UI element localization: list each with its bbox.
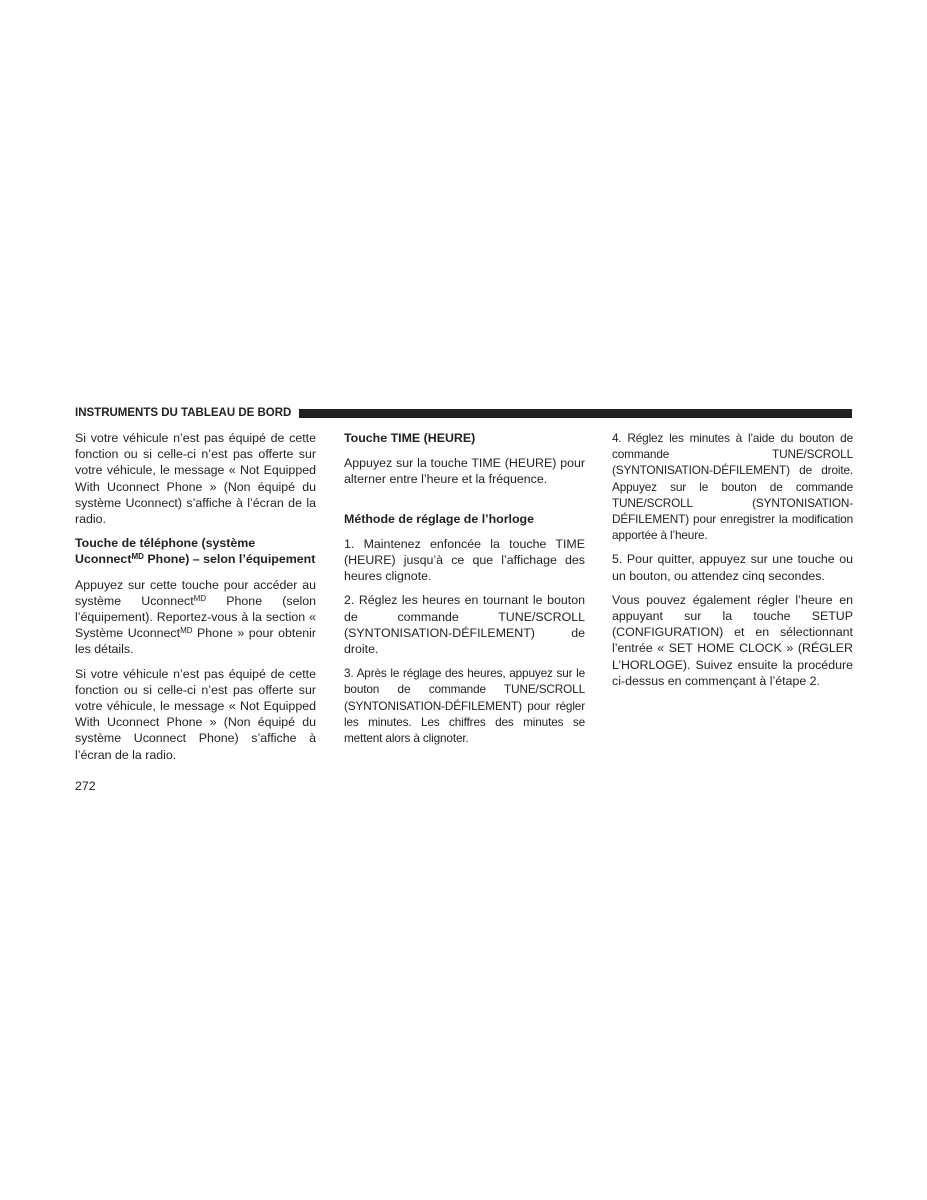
superscript-md: MD bbox=[180, 626, 193, 636]
paragraph-phone-text-3: Phone » pour obtenir les détails. bbox=[75, 626, 316, 657]
paragraph-phone-access bbox=[75, 577, 316, 658]
step-4: 4. Réglez les minutes à l’aide du bouton de commande TUNE/SCROLL (SYNTONISATION-DÉFILEMENT) de droite. Appuyez sur le bouton de commande TUNE/SCROLL (SYNTONISATION-DÉFILEMENT) pour enregistrer la modification apportée à l’heure. bbox=[612, 431, 853, 543]
heading-time-button: Touche TIME (HEURE) bbox=[344, 431, 476, 445]
step-2: 2. Réglez les heures en tournant le bouton de commande TUNE/SCROLL (SYNTONISATION-DÉFILEMENT) de droite. bbox=[344, 593, 585, 657]
section-header bbox=[75, 405, 852, 421]
paragraph-not-equipped-phone: Si votre véhicule n’est pas équipé de cette fonction ou si celle-ci n’est pas offerte sur votre véhicule, le message « Not Equipped With Uconnect Phone » (Non équipé du système Uconnect Phone) s’affiche à l’écran de la radio. bbox=[75, 666, 316, 762]
step-3: 3. Après le réglage des heures, appuyez sur le bouton de commande TUNE/SCROLL (SYNTONISATION-DÉFILEMENT) pour régler les minutes. Les chiffres des minutes se mettent alors à clignoter. bbox=[344, 666, 585, 746]
paragraph-time-toggle: Appuyez sur la touche TIME (HEURE) pour alterner entre l’heure et la fréquence. bbox=[344, 456, 585, 487]
heading-phone-text-1: Touche de téléphone (système Uconnect bbox=[75, 536, 256, 567]
heading-phone-button bbox=[75, 535, 316, 567]
paragraph-not-equipped-radio: Si votre véhicule n’est pas équipé de cette fonction ou si celle-ci n’est pas offerte sur votre véhicule, le message « Not Equipped With Uconnect Phone » (Non équipé du système Uconnect) s’affiche à l’écran de la radio. bbox=[75, 431, 316, 527]
section-title: INSTRUMENTS DU TABLEAU DE BORD bbox=[75, 407, 292, 419]
column-middle bbox=[344, 430, 585, 754]
page-number: 272 bbox=[75, 779, 96, 793]
column-right bbox=[612, 430, 853, 697]
superscript-md: MD bbox=[131, 552, 144, 562]
heading-phone-text-2: Phone) – selon l’équipement bbox=[143, 552, 316, 567]
paragraph-setup-alternative: Vous pouvez également régler l’heure en appuyant sur la touche SETUP (CONFIGURATION) et en sélectionnant l’entrée « SET HOME CLOCK » (RÉGLER L’HORLOGE). Suivez ensuite la procédure ci-dessus en commençant à l’étape 2. bbox=[612, 592, 853, 688]
superscript-md: MD bbox=[193, 593, 207, 603]
step-5: 5. Pour quitter, appuyez sur une touche ou un bouton, ou attendez cinq secondes. bbox=[612, 552, 853, 583]
paragraph-phone-text-2: Phone (selon l’équipement). Reportez-vous à la section « Système Uconnect bbox=[75, 593, 316, 641]
header-rule bbox=[299, 409, 852, 418]
step-1: 1. Maintenez enfoncée la touche TIME (HEURE) jusqu’à ce que l’affichage des heures clignote. bbox=[344, 536, 585, 584]
column-left bbox=[75, 430, 316, 771]
heading-clock-setting: Méthode de réglage de l’horloge bbox=[344, 511, 535, 526]
paragraph-phone-text-1: Appuyez sur cette touche pour accéder au système Uconnect bbox=[75, 577, 316, 608]
